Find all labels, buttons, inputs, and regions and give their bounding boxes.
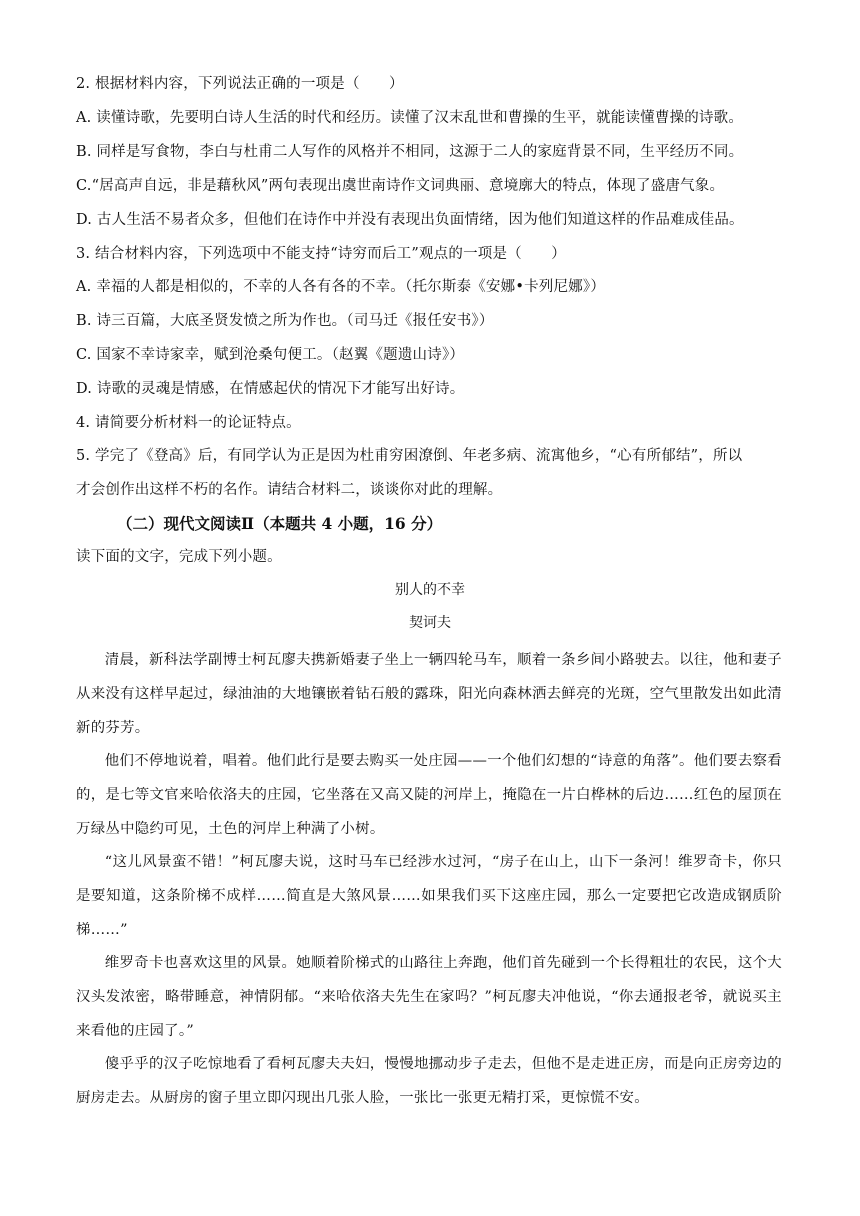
question-3-option-a: A. 幸福的人都是相似的，不幸的人各有各的不幸。（托尔斯泰《安娜•卡列尼娜》） <box>76 279 606 295</box>
question-3-stem: 3. 结合材料内容，下列选项中不能支持“诗穷而后工”观点的一项是（ ） <box>76 246 566 262</box>
question-2-option-a: A. 读懂诗歌，先要明白诗人生活的时代和经历。读懂了汉末乱世和曹操的生平，就能读懂曹操的诗歌。 <box>76 110 744 126</box>
story-title: 别人的不幸 <box>395 582 465 598</box>
story-paragraph: “这儿风景蛮不错！”柯瓦廖夫说，这时马车已经涉水过河，“房子在山上，山下一条河！维罗奇卡，你只是要知道，这条阶梯不成样……简直是大煞风景……如果我们买下这座庄园，那么一定要把它改造成钢质阶梯……” <box>76 854 782 938</box>
story-paragraph: 维罗奇卡也喜欢这里的风景。她顺着阶梯式的山路往上奔跑，他们首先碰到一个长得粗壮的农民，这个大汉头发浓密，略带睡意，神情阴郁。“来哈依洛夫先生在家吗？”柯瓦廖夫冲他说，“你去通报老爷，就说买主来看他的庄园了。” <box>76 955 782 1039</box>
question-2-option-c: C.“居高声自远，非是藉秋风”两句表现出虞世南诗作文词典丽、意境廓大的特点，体现了盛唐气象。 <box>76 178 725 194</box>
question-2-option-d: D. 古人生活不易者众多，但他们在诗作中并没有表现出负面情绪，因为他们知道这样的作品难成佳品。 <box>76 212 744 228</box>
question-5-line-2: 才会创作出这样不朽的名作。请结合材料二，谈谈你对此的理解。 <box>76 482 503 498</box>
question-2-option-b: B. 同样是写食物，李白与杜甫二人写作的风格并不相同，这源于二人的家庭背景不同，生平经历不同。 <box>76 144 744 160</box>
question-4: 4. 请简要分析材料一的论证特点。 <box>76 415 301 431</box>
question-3-option-c: C. 国家不幸诗家幸，赋到沧桑句便工。（赵翼《题遗山诗》） <box>76 347 465 363</box>
story-paragraph: 他们不停地说着，唱着。他们此行是要去购买一处庄园——一个他们幻想的“诗意的角落”。他们要去察看的，是七等文官来哈依洛夫的庄园，它坐落在又高又陡的河岸上，掩隐在一片白桦林的后边……红色的屋顶在万绿丛中隐约可见，土色的河岸上种满了小树。 <box>76 753 782 837</box>
question-5-line-1: 5. 学完了《登高》后，有同学认为正是因为杜甫穷困潦倒、年老多病、流寓他乡，“心有所郁结”，所以 <box>76 448 743 464</box>
section-instruction: 读下面的文字，完成下列小题。 <box>76 549 282 565</box>
story-paragraph: 傻乎乎的汉子吃惊地看了看柯瓦廖夫夫妇，慢慢地挪动步子走去，但他不是走进正房，而是向正房旁边的厨房走去。从厨房的窗子里立即闪现出几张人脸，一张比一张更无精打采，更惊慌不安。 <box>76 1056 782 1106</box>
story-author: 契诃夫 <box>409 615 451 631</box>
section-heading: （二）现代文阅读Ⅱ（本题共 4 小题，16 分） <box>117 514 443 533</box>
question-2-stem: 2. 根据材料内容，下列说法正确的一项是（ ） <box>76 76 404 92</box>
story-paragraph: 清晨，新科法学副博士柯瓦廖夫携新婚妻子坐上一辆四轮马车，顺着一条乡间小路驶去。以往，他和妻子从来没有这样早起过，绿油油的大地镶嵌着钻石般的露珠，阳光向森林洒去鲜亮的光斑，空气里散发出如此清新的芬芳。 <box>76 652 782 736</box>
question-3-option-b: B. 诗三百篇，大底圣贤发愤之所为作也。（司马迁《报任安书》） <box>76 313 494 329</box>
question-3-option-d: D. 诗歌的灵魂是情感，在情感起伏的情况下才能写出好诗。 <box>76 381 465 397</box>
